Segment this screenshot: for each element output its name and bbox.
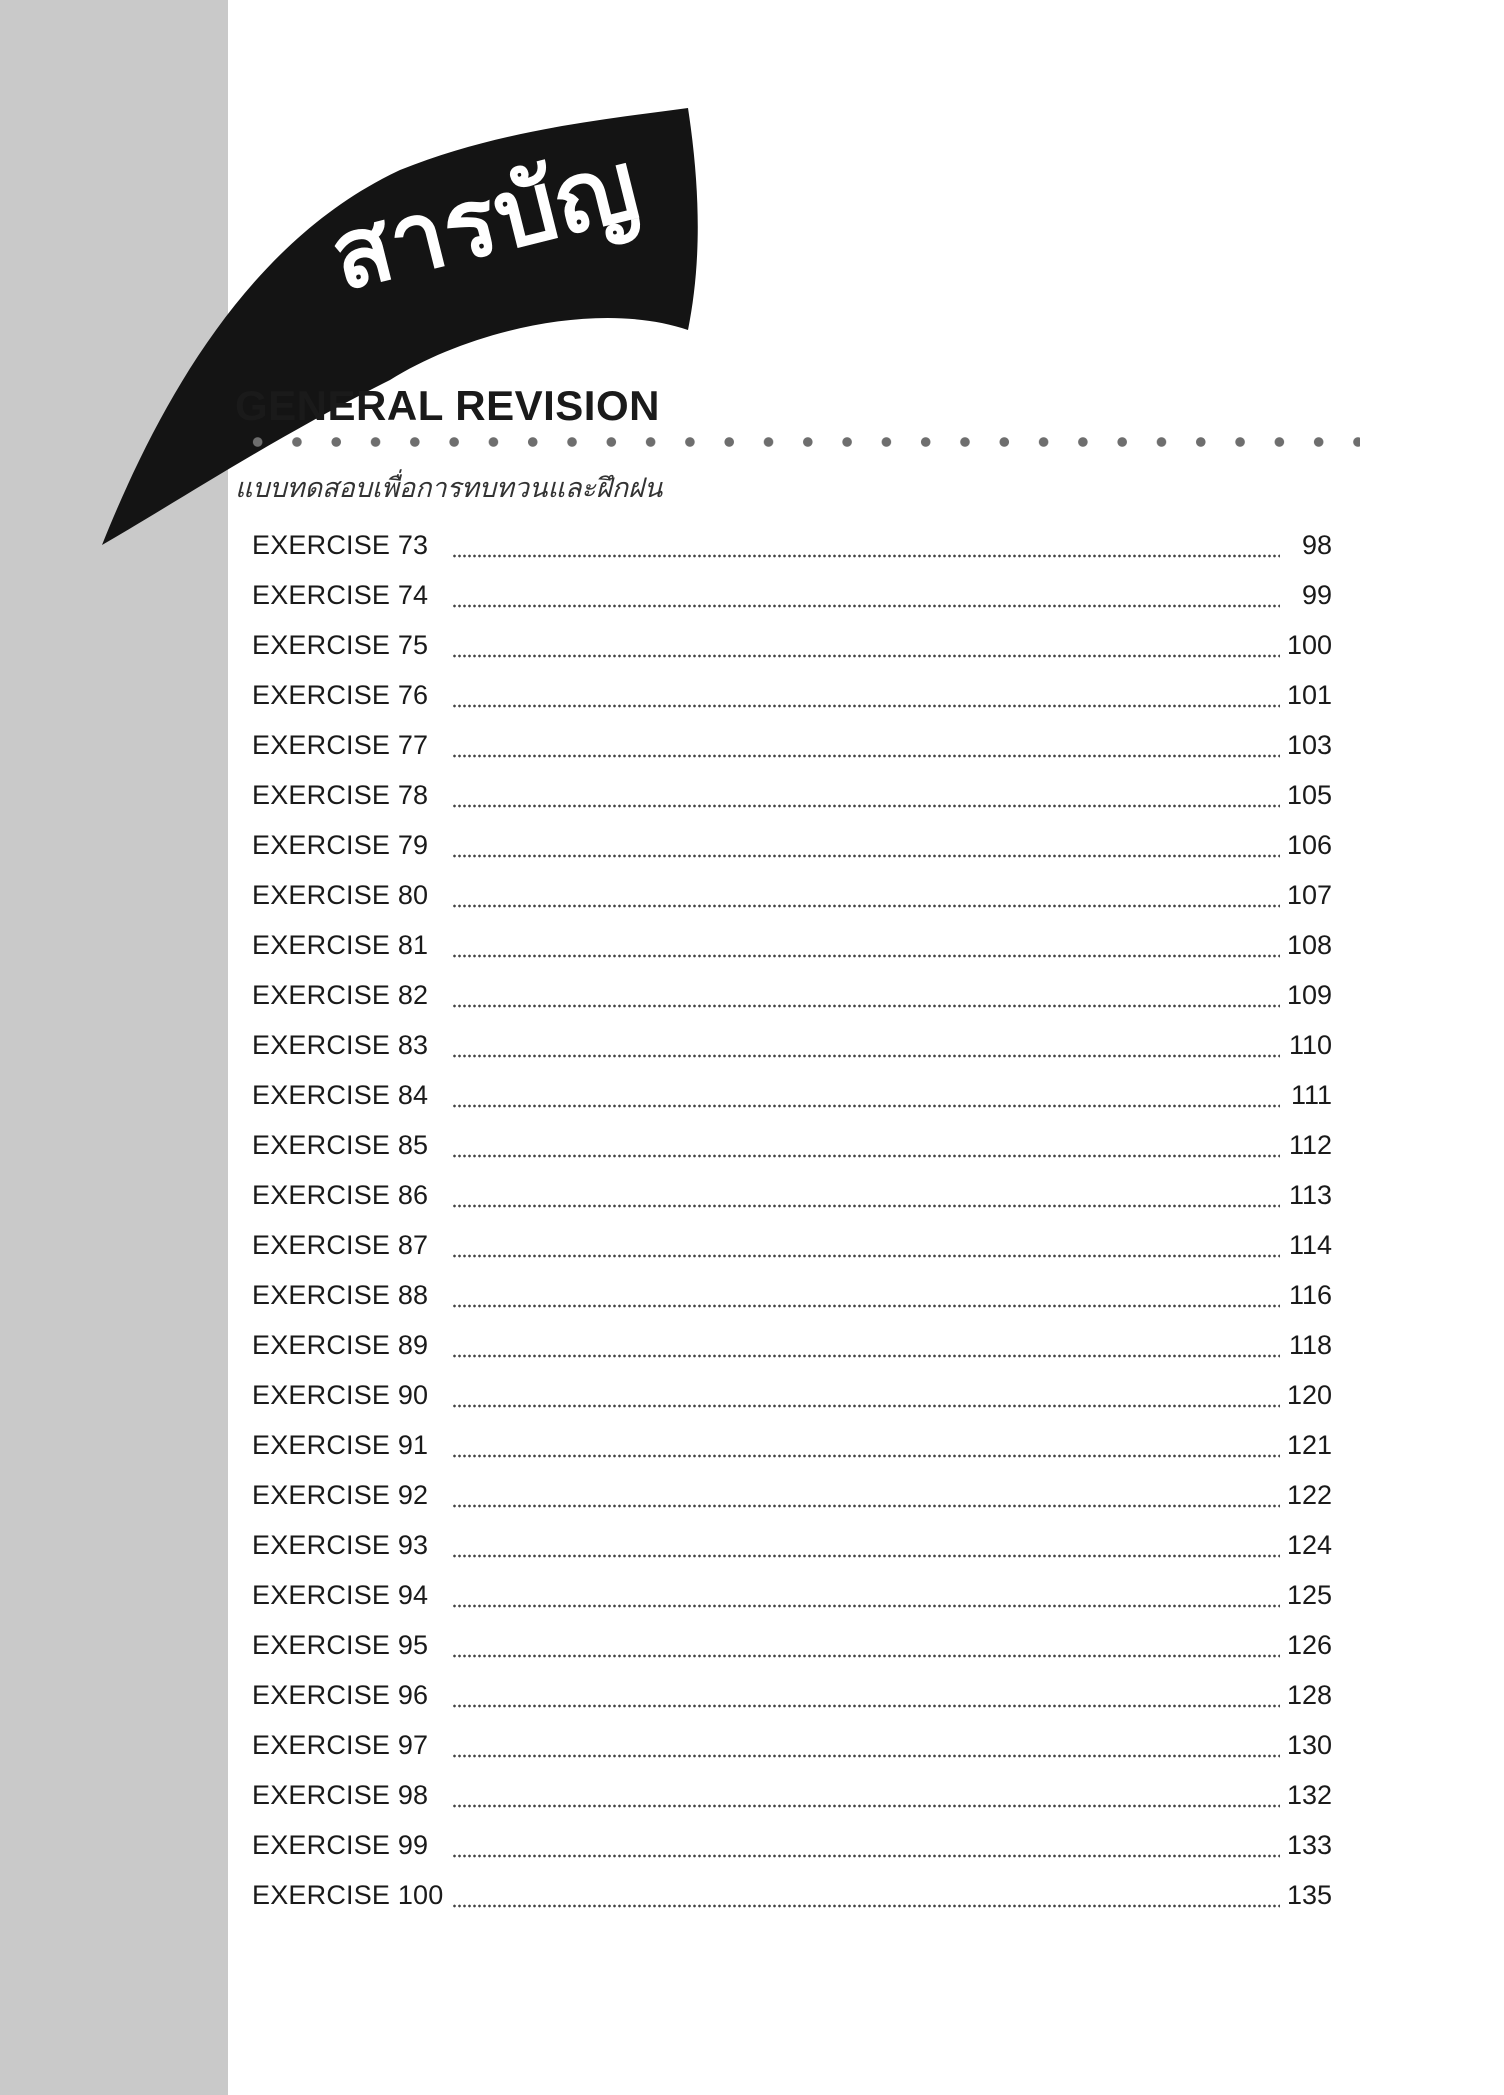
dot-leader [452, 604, 1280, 608]
dot-leader [452, 1504, 1280, 1508]
dot-leader [452, 904, 1280, 908]
dot-leader [452, 1404, 1280, 1408]
toc-entry-page: 100 [1286, 630, 1332, 660]
toc-entry[interactable] [252, 774, 1332, 824]
dot-leader [452, 1454, 1280, 1458]
toc-entry-page: 101 [1286, 680, 1332, 710]
toc-entry[interactable] [252, 1074, 1332, 1124]
toc-entry[interactable] [252, 1124, 1332, 1174]
toc-entry-page: 99 [1301, 580, 1332, 610]
toc-entry-label: EXERCISE 93 [252, 1530, 429, 1560]
toc-entry-page: 111 [1290, 1080, 1332, 1110]
toc-entry[interactable] [252, 874, 1332, 924]
toc-entry[interactable] [252, 1824, 1332, 1874]
dot-leader [452, 1854, 1280, 1858]
dot-leader [452, 1304, 1280, 1308]
dot-leader [452, 804, 1280, 808]
dot-leader [452, 1154, 1280, 1158]
toc-entry[interactable] [252, 1024, 1332, 1074]
toc-entry-label: EXERCISE 78 [252, 780, 429, 810]
dot-leader [452, 1654, 1280, 1658]
toc-entry-page: 112 [1288, 1130, 1332, 1160]
toc-entry-label: EXERCISE 75 [252, 630, 429, 660]
section-heading: GENERAL REVISION [235, 382, 660, 429]
dot-leader [452, 1754, 1280, 1758]
dot-leader [452, 854, 1280, 858]
toc-entry-label: EXERCISE 87 [252, 1230, 429, 1260]
toc-entry[interactable] [252, 724, 1332, 774]
toc-entry[interactable] [252, 1874, 1332, 1924]
toc-entry[interactable] [252, 974, 1332, 1024]
dot-leader [452, 1804, 1280, 1808]
toc-entry-label: EXERCISE 99 [252, 1830, 429, 1860]
dot-leader [452, 1554, 1280, 1558]
dot-leader [452, 1904, 1280, 1908]
toc-entry[interactable] [252, 674, 1332, 724]
toc-entry-page: 121 [1286, 1430, 1332, 1460]
toc-entry-label: EXERCISE 97 [252, 1730, 429, 1760]
dot-leader [452, 554, 1280, 558]
toc-entry-page: 120 [1286, 1380, 1332, 1410]
toc-entry[interactable] [252, 1524, 1332, 1574]
toc-entry[interactable] [252, 1324, 1332, 1374]
toc-entry-label: EXERCISE 91 [252, 1430, 429, 1460]
toc-entry[interactable] [252, 1674, 1332, 1724]
dot-leader [452, 1704, 1280, 1708]
toc-entry-label: EXERCISE 90 [252, 1380, 429, 1410]
toc-entry[interactable] [252, 1374, 1332, 1424]
toc-entry[interactable] [252, 1274, 1332, 1324]
toc-entry-page: 126 [1286, 1630, 1332, 1660]
dot-leader [452, 654, 1280, 658]
toc-entry-page: 118 [1288, 1330, 1332, 1360]
toc-entry[interactable] [252, 1574, 1332, 1624]
toc-entry-page: 114 [1288, 1230, 1332, 1260]
dot-leader [452, 1004, 1280, 1008]
toc-entry[interactable] [252, 1474, 1332, 1524]
dot-leader [452, 1254, 1280, 1258]
dot-leader [452, 1204, 1280, 1208]
toc-entry-label: EXERCISE 76 [252, 680, 429, 710]
toc-entry-page: 110 [1288, 1030, 1332, 1060]
dotted-divider [238, 434, 1360, 450]
toc-entry-page: 122 [1286, 1480, 1332, 1510]
toc-entry-label: EXERCISE 83 [252, 1030, 429, 1060]
toc-entry-page: 132 [1286, 1780, 1332, 1810]
toc-entry[interactable] [252, 1724, 1332, 1774]
toc-list [252, 524, 1332, 1924]
toc-entry-page: 103 [1286, 730, 1332, 760]
dot-leader [452, 754, 1280, 758]
toc-entry-label: EXERCISE 84 [252, 1080, 429, 1110]
toc-entry-label: EXERCISE 89 [252, 1330, 429, 1360]
page-title: สารบัญ [320, 128, 650, 313]
toc-entry-label: EXERCISE 92 [252, 1480, 429, 1510]
dot-leader [452, 954, 1280, 958]
dot-leader [452, 704, 1280, 708]
toc-entry-page: 105 [1286, 780, 1332, 810]
toc-entry-page: 135 [1286, 1880, 1332, 1910]
toc-entry[interactable] [252, 824, 1332, 874]
toc-entry-label: EXERCISE 82 [252, 980, 429, 1010]
toc-entry-page: 113 [1288, 1180, 1332, 1210]
toc-entry-page: 98 [1301, 530, 1332, 560]
toc-entry-page: 128 [1286, 1680, 1332, 1710]
dot-leader [452, 1104, 1280, 1108]
toc-entry-label: EXERCISE 81 [252, 930, 429, 960]
toc-entry-label: EXERCISE 80 [252, 880, 429, 910]
toc-entry-label: EXERCISE 96 [252, 1680, 429, 1710]
toc-entry-label: EXERCISE 88 [252, 1280, 429, 1310]
toc-entry[interactable] [252, 624, 1332, 674]
toc-entry[interactable] [252, 574, 1332, 624]
toc-entry[interactable] [252, 1774, 1332, 1824]
toc-entry[interactable] [252, 1424, 1332, 1474]
toc-entry-page: 108 [1286, 930, 1332, 960]
toc-entry-page: 124 [1286, 1530, 1332, 1560]
toc-entry-page: 133 [1286, 1830, 1332, 1860]
toc-entry-page: 130 [1286, 1730, 1332, 1760]
toc-entry-label: EXERCISE 94 [252, 1580, 429, 1610]
toc-entry[interactable] [252, 924, 1332, 974]
section-subtitle: แบบทดสอบเพื่อการทบทวนและฝึกฝน [235, 473, 663, 504]
toc-entry-page: 106 [1286, 830, 1332, 860]
toc-entry-page: 107 [1286, 880, 1332, 910]
toc-entry[interactable] [252, 524, 1332, 574]
toc-entry-label: EXERCISE 100 [252, 1880, 444, 1910]
dot-leader [452, 1604, 1280, 1608]
toc-entry-label: EXERCISE 85 [252, 1130, 429, 1160]
toc-entry-page: 109 [1286, 980, 1332, 1010]
toc-entry-label: EXERCISE 77 [252, 730, 429, 760]
toc-entry[interactable] [252, 1624, 1332, 1674]
toc-entry-label: EXERCISE 79 [252, 830, 429, 860]
toc-entry[interactable] [252, 1224, 1332, 1274]
dot-leader [452, 1054, 1280, 1058]
toc-entry[interactable] [252, 1174, 1332, 1224]
toc-entry-label: EXERCISE 73 [252, 530, 429, 560]
toc-entry-label: EXERCISE 74 [252, 580, 429, 610]
dot-leader [452, 1354, 1280, 1358]
toc-entry-label: EXERCISE 95 [252, 1630, 429, 1660]
toc-entry-label: EXERCISE 86 [252, 1180, 429, 1210]
toc-entry-page: 125 [1286, 1580, 1332, 1610]
toc-entry-page: 116 [1288, 1280, 1332, 1310]
toc-entry-label: EXERCISE 98 [252, 1780, 429, 1810]
